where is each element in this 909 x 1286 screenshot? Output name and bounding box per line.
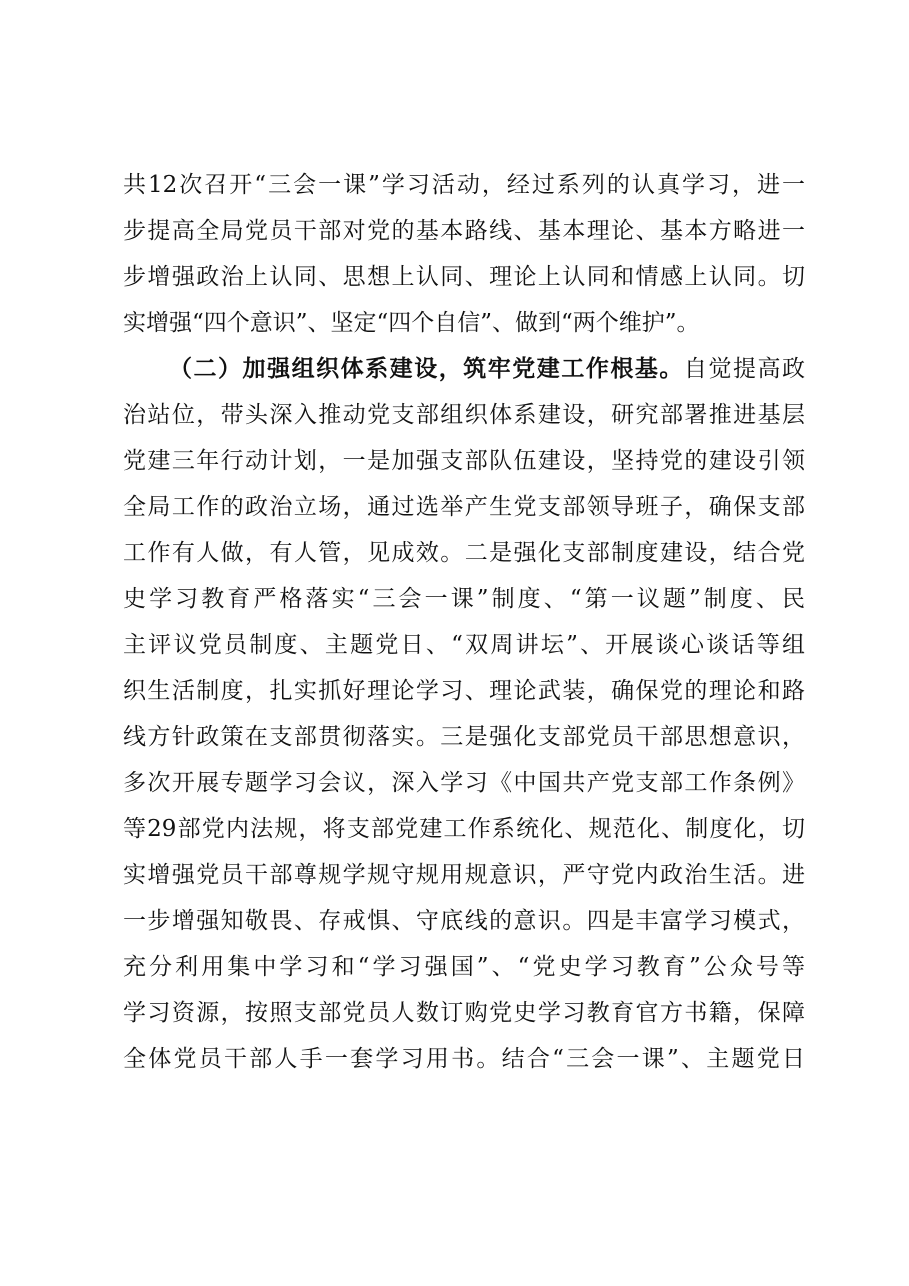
text-line: 实增强“四个意识”、坚定“四个自信”、做到“两个维护”。: [123, 310, 700, 336]
text-line: 多次开展专题学习会议，深入学习《中国共产党支部工作条例》: [123, 770, 805, 796]
text-line: 充分利用集中学习和“学习强国”、“党史学习教育”公众号等: [123, 954, 805, 980]
section-heading: （二）加强组织体系建设，筑牢党建工作根基。: [169, 355, 684, 382]
text-line: 等29部党内法规，将支部党建工作系统化、规范化、制度化，切: [123, 816, 805, 842]
text-line: 治站位，带头深入推动党支部组织体系建设，研究部署推进基层: [123, 402, 805, 428]
heading-line-rest: 自觉提高政: [683, 356, 806, 382]
text-line: 全局工作的政治立场，通过选举产生党支部领导班子，确保支部: [123, 494, 805, 520]
text-line: 共12次召开“三会一课”学习活动，经过系列的认真学习，进一: [123, 172, 805, 198]
text-line: 学习资源，按照支部党员人数订购党史学习教育官方书籍，保障: [123, 1000, 805, 1026]
text-line: 全体党员干部人手一套学习用书。结合“三会一课”、主题党日: [123, 1046, 805, 1072]
text-line: 党建三年行动计划，一是加强支部队伍建设，坚持党的建设引领: [123, 448, 805, 474]
text-line: 一步增强知敬畏、存戒惧、守底线的意识。四是丰富学习模式，: [123, 908, 805, 934]
text-line: 实增强党员干部尊规学规守规用规意识，严守党内政治生活。进: [123, 862, 805, 888]
text-line: 织生活制度，扎实抓好理论学习、理论武装，确保党的理论和路: [123, 678, 805, 704]
text-line: 步提高全局党员干部对党的基本路线、基本理论、基本方略进一: [123, 218, 805, 244]
text-line: 史学习教育严格落实“三会一课”制度、“第一议题”制度、民: [123, 586, 805, 612]
paragraph-1: [123, 162, 805, 346]
text-line: 工作有人做，有人管，见成效。二是强化支部制度建设，结合党: [123, 540, 805, 566]
text-line: 主评议党员制度、主题党日、“双周讲坛”、开展谈心谈话等组: [123, 632, 805, 658]
document-body: [123, 162, 805, 1082]
paragraph-2: [123, 346, 805, 1082]
text-line: 线方针政策在支部贯彻落实。三是强化支部党员干部思想意识，: [123, 724, 805, 750]
text-line-first: [123, 346, 805, 392]
text-line: 步增强政治上认同、思想上认同、理论上认同和情感上认同。切: [123, 264, 805, 290]
